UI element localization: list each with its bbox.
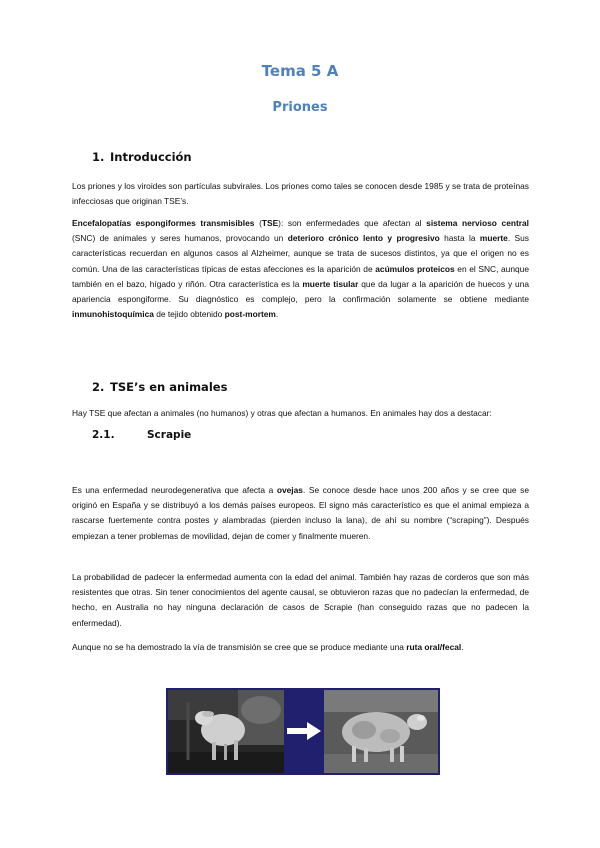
paragraph-scrapie-resistance: La probabilidad de padecer la enfermedad aumenta con la edad del animal. También hay razas de corderos que son más resistentes que otras. Sin tener conocimientos del agente causal, se obtuvieron razas que no padecían la enfermedad, de hecho, en Australia no hay ninguna declaración de casos de Scrapie (han conseguido razas que no padecen la enfermedad). <box>72 572 529 628</box>
right-arrow-icon <box>287 722 321 740</box>
bold-term: deterioro crónico lento y progresivo <box>287 233 440 244</box>
text-run: que da lugar a la aparición de huecos y una apariencia espongiforme. Su diagnóstico es complejo, pero la confirmación solamente se obtiene mediante <box>72 278 530 305</box>
bold-term: acúmulos proteicos <box>375 263 455 274</box>
paragraph-intro: Los priones y los viroides son partículas subvirales. Los priones como tales se conocen desde 1985 y se trata de proteínas infecciosas que originan TSE’s. <box>72 181 529 207</box>
text-run: . <box>275 309 279 320</box>
section-title: TSE’s en animales <box>110 380 228 394</box>
bold-term: sistema nervioso central <box>426 218 530 228</box>
paragraph-tse-definition <box>72 216 529 322</box>
text-run: Es una enfermedad neurodegenerativa que afecta a <box>72 485 277 495</box>
text-run: ): son enfermedades que afectan al <box>278 218 427 228</box>
bold-term: ovejas <box>276 485 303 495</box>
bold-term: muerte tisular <box>302 278 359 289</box>
sheep-photo-before <box>168 690 284 773</box>
sheep-photo-after <box>324 690 438 773</box>
document-title: Tema 5 A <box>261 62 339 80</box>
document-subtitle: Priones <box>272 100 328 115</box>
section-heading-tse-animales <box>92 380 227 394</box>
text-run: . Sus características recuerdan en algunos casos al Alzheimer, aunque se trata de sucesos distintos, ya que el origen no es común. Una de las características típicas de estas afecciones es la aparición de <box>72 233 529 274</box>
section-heading-introduccion <box>92 150 192 164</box>
section-title: Introducción <box>110 150 192 164</box>
paragraph-scrapie-transmission <box>72 640 529 655</box>
subsection-number: 2.1. <box>92 429 115 441</box>
section-number: 1. <box>92 150 105 164</box>
subsection-heading-scrapie <box>92 429 191 441</box>
text-run: (SNC) de animales y seres humanos, provocando un <box>72 233 288 244</box>
text-run: ( <box>254 218 262 228</box>
scrapie-sheep-figure <box>166 688 440 775</box>
paragraph-tse-intro: Hay TSE que afectan a animales (no humanos) y otras que afectan a humanos. En animales hay dos a destacar: <box>72 408 492 418</box>
text-run: Aunque no se ha demostrado la vía de transmisión se cree que se produce mediante una <box>72 642 407 652</box>
text-run: en el SNC, aunque también en el bazo, hígado y riñón. Otra característica es la <box>72 263 529 289</box>
section-number: 2. <box>92 380 105 394</box>
text-run: . Se conoce desde hace unos 200 años y se cree que se originó en España y se distribuyó a los demás países europeos. El signo más característico es que el animal empieza a rascarse fuertemente contra postes y alambradas (pierden incluso la lana), de ahí su nombre (“scraping”). Después empiezan a tener problemas de movilidad, dejan de comer y finalmente mueren. <box>72 485 529 541</box>
text-run: de tejido obtenido <box>153 309 225 320</box>
bold-term: TSE <box>261 218 279 228</box>
bold-term: inmunohistoquímica <box>72 309 154 320</box>
bold-term: ruta oral/fecal <box>406 642 462 652</box>
bold-term: Encefalopatías espongiformes transmisibles <box>72 218 255 228</box>
text-run: hasta la <box>439 233 480 244</box>
subsection-title: Scrapie <box>147 429 192 441</box>
bold-term: post-mortem <box>224 309 276 320</box>
paragraph-scrapie-description <box>72 483 529 544</box>
text-run: . <box>461 642 464 652</box>
bold-term: muerte <box>479 233 508 244</box>
